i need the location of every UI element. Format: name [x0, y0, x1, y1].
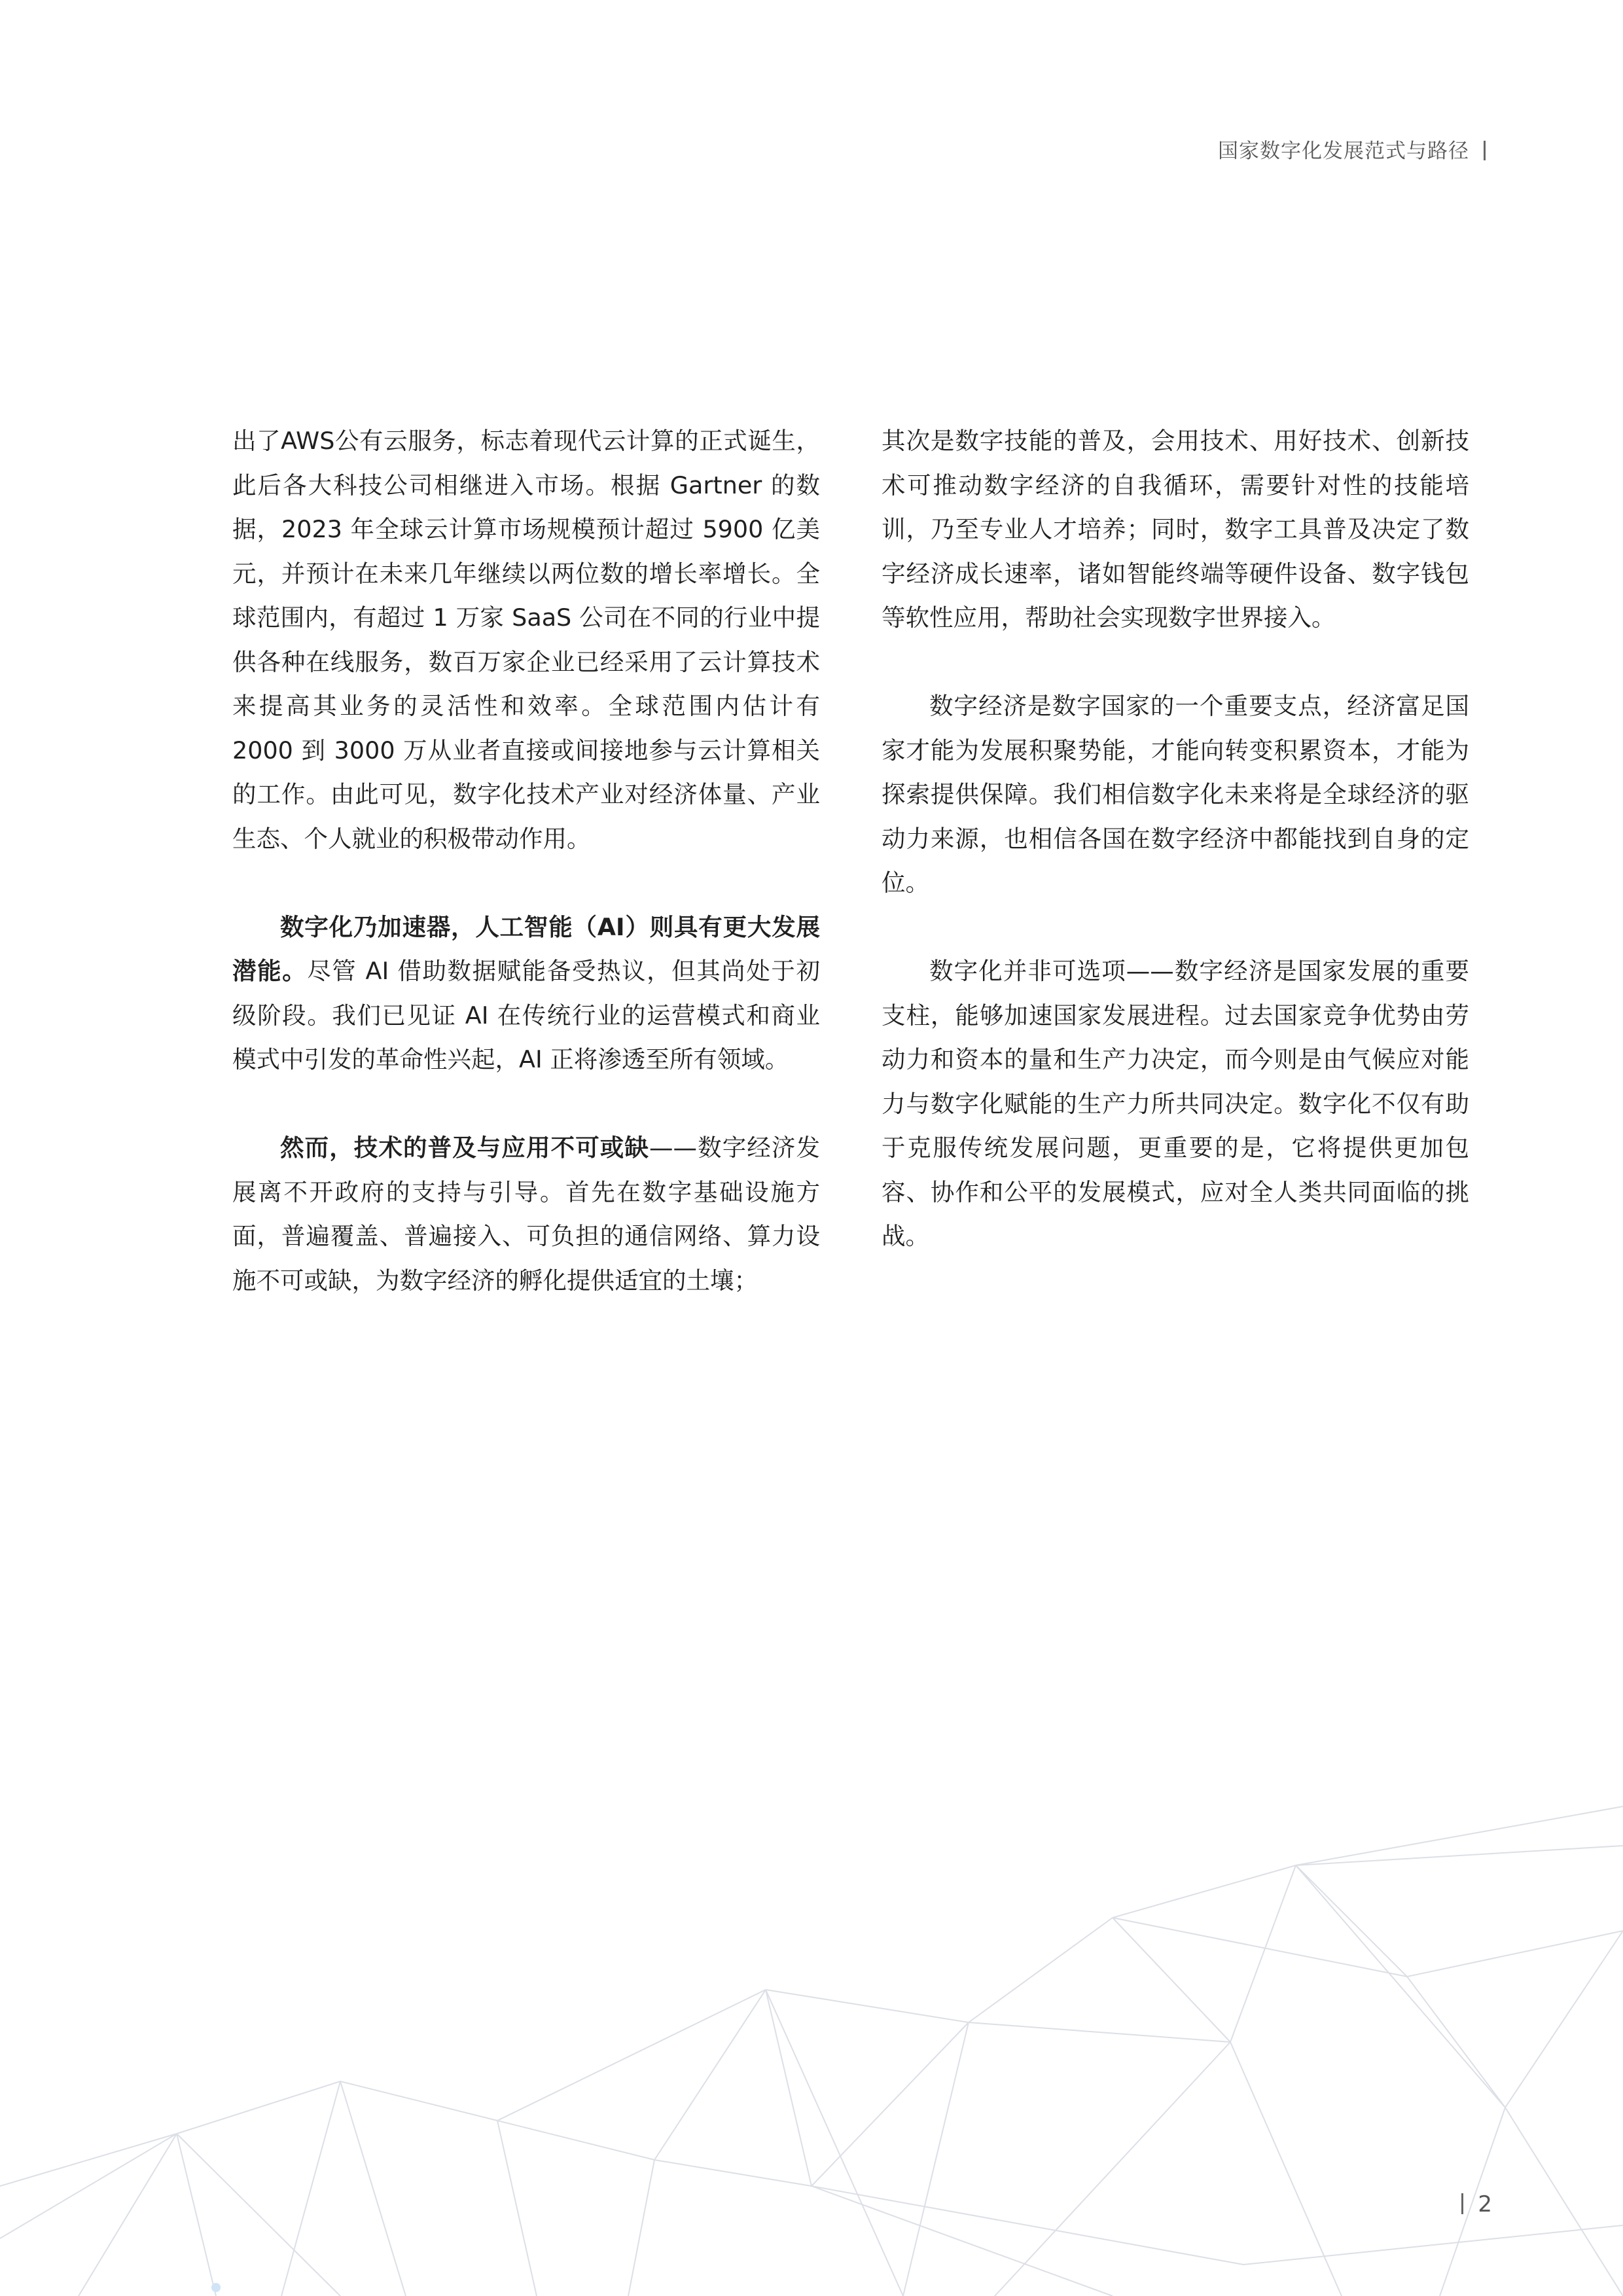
right-paragraph-pivot: 数字经济是数字国家的一个重要支点，经济富足国家才能为发展积聚势能，才能向转变积累资本，才能为探索提供保障。我们相信数字化未来将是全球经济的驱动力来源，也相信各国在数字经济中都能找到自身的定位。 — [882, 692, 1469, 897]
right-paragraph-digital-skills: 其次是数字技能的普及，会用技术、用好技术、创新技术可推动数字经济的自我循环，需要针对性的技能培训，乃至专业人才培养；同时，数字工具普及决定了数字经济成长速率，诸如智能终端等硬件设备、数字钱包等软性应用，帮助社会实现数字世界接入。 — [882, 427, 1469, 632]
left-paragraph-adoption — [232, 1126, 820, 1302]
running-header — [1218, 134, 1486, 164]
left-paragraph-adoption-body: ——数字经济发展离不开政府的支持与引导。首先在数字基础设施方面，普遍覆盖、普遍接入、可负担的通信网络、算力设施不可或缺，为数字经济的孵化提供适宜的土壤； — [232, 1134, 821, 1295]
right-paragraph-not-optional: 数字化并非可选项——数字经济是国家发展的重要支柱，能够加速国家发展进程。过去国家竞争优势由劳动力和资本的量和生产力决定，而今则是由气候应对能力与数字化赋能的生产力所共同决定。数字化不仅有助于克服传统发展问题，更重要的是，它将提供更加包容、协作和公平的发展模式，应对全人类共同面临的挑战。 — [882, 957, 1469, 1250]
right-column — [882, 419, 1469, 1302]
left-paragraph-ai-lead: 数字化乃加速器，人工智能（AI）则具有更大发展潜能。 — [232, 912, 820, 985]
page-number — [1461, 2191, 1492, 2217]
left-column — [232, 419, 820, 1347]
accent-dot — [211, 2283, 221, 2292]
page-number-divider-bar — [1461, 2193, 1463, 2214]
left-paragraph-ai-body: 尽管 AI 借助数据赋能备受热议，但其尚处于初级阶段。我们已见证 AI 在传统行业的运营模式和商业模式中引发的革命性兴起，AI 正将渗透至所有领域。 — [232, 957, 820, 1073]
left-paragraph-ai — [232, 905, 820, 1082]
running-header-title: 国家数字化发展范式与路径 — [1218, 139, 1469, 163]
page-number-value: 2 — [1478, 2191, 1492, 2217]
decorative-network-graphic — [0, 1767, 1623, 2296]
left-paragraph-adoption-lead: 然而，技术的普及与应用不可或缺 — [280, 1134, 649, 1162]
header-divider-bar — [1484, 141, 1486, 160]
left-paragraph-cloud-computing: 出了AWS公有云服务，标志着现代云计算的正式诞生，此后各大科技公司相继进入市场。根据 Gartner 的数据，2023 年全球云计算市场规模预计超过 5900 亿美元，并预计在未来几年继续以两位数的增长率增长。全球范围内，有超过 1 万家 SaaS 公司在不同的行业中提供各种在线服务，数百万家企业已经采用了云计算技术来提高其业务的灵活性和效率。全球范围内估计有 2000 到 3000 万从业者直接或间接地参与云计算相关的工作。由此可见，数字化技术产业对经济体量、产业生态、个人就业的积极带动作用。 — [232, 427, 820, 853]
